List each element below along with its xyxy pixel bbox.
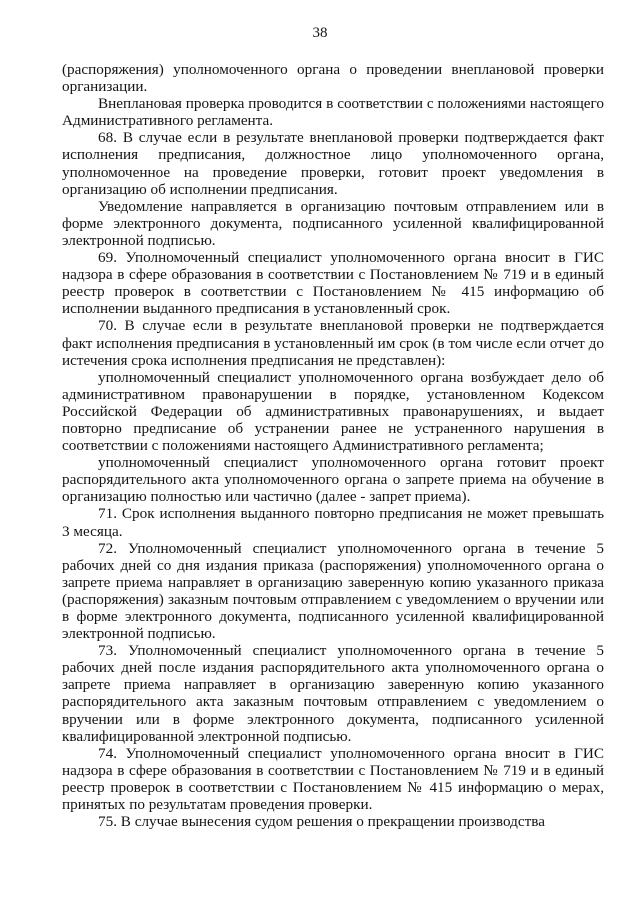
- paragraph-70: 70. В случае если в результате внеплановой проверки не подтверждается факт исполнения предписания в установленный им срок (в том числе если отчет до истечения срока исполнения предписания не представлен):: [62, 317, 604, 369]
- paragraph-notification: Уведомление направляется в организацию почтовым отправлением или в форме электронного документа, подписанного усиленной квалифицированной электронной подписью.: [62, 197, 604, 249]
- paragraph-74: 74. Уполномоченный специалист уполномоченного органа вносит в ГИС надзора в сфере образования в соответствии с Постановлением № 719 и в единый реестр проверок в соответствии с Постановлением № 415 информацию о мерах, принятых по результатам проведения проверки.: [62, 744, 604, 814]
- page-number: 38: [312, 25, 328, 41]
- document-body: [62, 61, 604, 830]
- paragraph-75: 75. В случае вынесения судом решения о прекращении производства: [98, 813, 545, 831]
- paragraph-71: 71. Срок исполнения выданного повторно предписания не может превышать 3 месяца.: [62, 505, 604, 540]
- paragraph-73: 73. Уполномоченный специалист уполномоченного органа в течение 5 рабочих дней после издания распорядительного акта уполномоченного органа о запрете приема направляет в организацию заверенную копию указанного распорядительного акта заказным почтовым отправлением с уведомлением о вручении или в форме электронного документа, подписанного усиленной квалифицированной электронной подписью.: [62, 642, 604, 745]
- paragraph-69: 69. Уполномоченный специалист уполномоченного органа вносит в ГИС надзора в сфере образования в соответствии с Постановлением № 719 и в единый реестр проверок в соответствии с Постановлением № 415 информацию об исполнении выданного предписания в установленный срок.: [62, 249, 604, 318]
- paragraph-68: 68. В случае если в результате внеплановой проверки подтверждается факт исполнения предписания, должностное лицо уполномоченного органа, уполномоченное на проведение проверки, готовит проект уведомления в организацию об исполнении предписания.: [62, 129, 604, 198]
- paragraph-unscheduled-inspection: Внеплановая проверка проводится в соответствии с положениями настоящего Административного регламента.: [62, 95, 604, 130]
- paragraph-72: 72. Уполномоченный специалист уполномоченного органа в течение 5 рабочих дней со дня издания приказа (распоряжения) уполномоченного органа о запрете приема направляет в организацию заверенную копию указанного приказа (распоряжения) заказным почтовым отправлением с уведомлением о вручении или в форме электронного документа, подписанного усиленной квалифицированной электронной подписью.: [62, 539, 604, 643]
- paragraph-70-item-1: уполномоченный специалист уполномоченного органа возбуждает дело об административном правонарушении в порядке, установленном Кодексом Российской Федерации об административных правонарушениях, и выдает повторно предписание об устранении ранее не устраненного нарушения в соответствии с положениями настоящего Административного регламента;: [62, 368, 604, 455]
- paragraph-70-item-2: уполномоченный специалист уполномоченного органа готовит проект распорядительного акта уполномоченного органа о запрете приема на обучение в организацию полностью или частично (далее - запрет приема).: [62, 454, 604, 506]
- paragraph-continuation: (распоряжения) уполномоченного органа о проведении внеплановой проверки организации.: [62, 61, 604, 96]
